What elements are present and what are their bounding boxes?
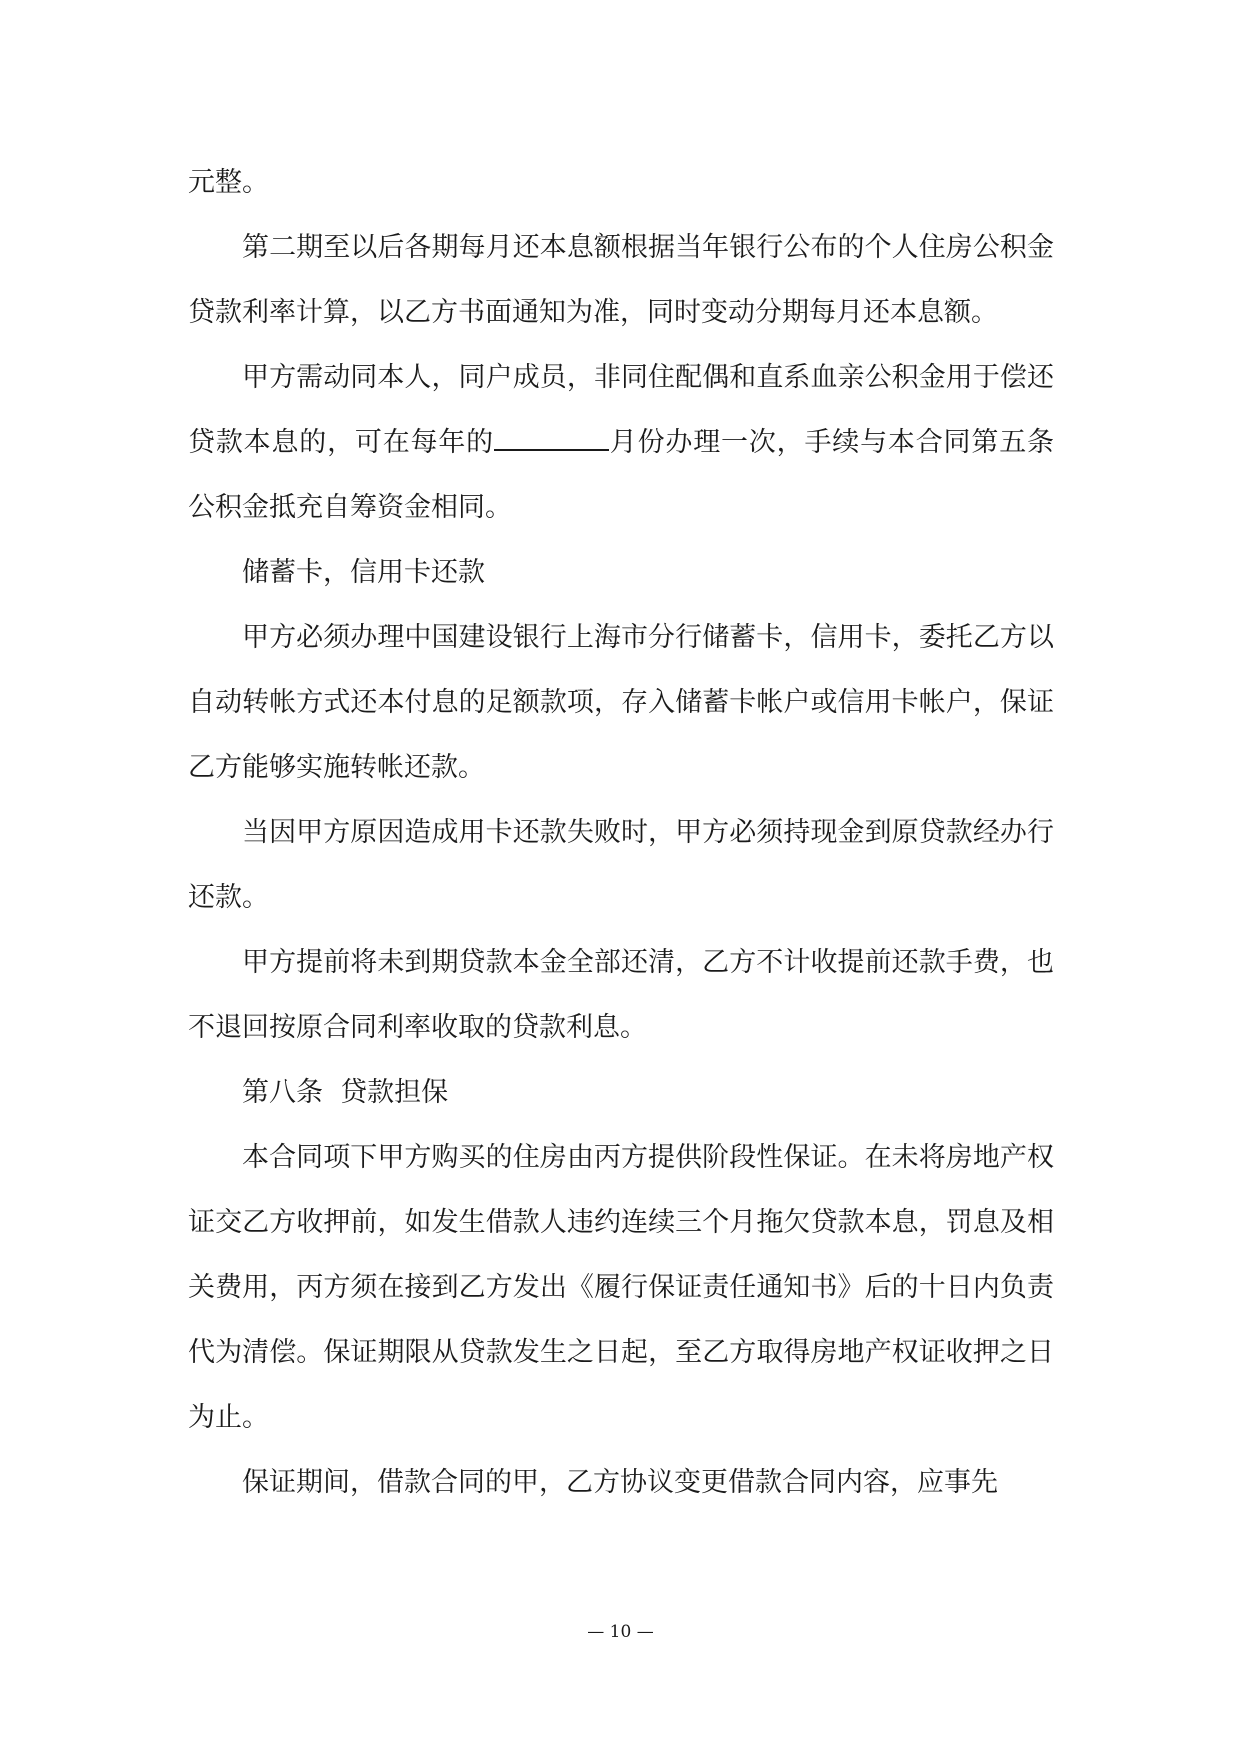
paragraph-guarantee-period: 保证期间，借款合同的甲，乙方协议变更借款合同内容，应事先 [242, 1467, 998, 1498]
paragraph-monthly-repayment: 第二期至以后各期每月还本息额根据当年银行公布的个人住房公积金贷款利率计算，以乙方书面通知为准，同时变动分期每月还本息额。 [188, 232, 1054, 328]
page-number: — 10 — [587, 1622, 654, 1642]
paragraph-provident-fund [188, 345, 1054, 540]
heading-card-repayment: 储蓄卡，信用卡还款 [242, 557, 485, 588]
paragraph-early-repayment: 甲方提前将未到期贷款本金全部还清，乙方不计收提前还款手费，也不退回按原合同利率收取的贷款利息。 [188, 947, 1054, 1043]
paragraph-guarantee: 本合同项下甲方购买的住房由丙方提供阶段性保证。在未将房地产权证交乙方收押前，如发生借款人违约连续三个月拖欠贷款本息，罚息及相关费用，丙方须在接到乙方发出《履行保证责任通知书》后的十日内负责代为清偿。保证期限从贷款发生之日起，至乙方取得房地产权证收押之日为止。 [188, 1142, 1054, 1433]
paragraph-card-requirement: 甲方必须办理中国建设银行上海市分行储蓄卡，信用卡，委托乙方以自动转帐方式还本付息的足额款项，存入储蓄卡帐户或信用卡帐户，保证乙方能够实施转帐还款。 [188, 622, 1054, 783]
paragraph-provident-fund-text-before: 甲方需动同本人，同户成员，非同住配偶和直系血亲公积金用于偿还贷款本息的，可在每年的 [188, 362, 1054, 458]
heading-article-eight: 第八条 贷款担保 [242, 1077, 449, 1108]
paragraph-card-failure: 当因甲方原因造成用卡还款失败时，甲方必须持现金到原贷款经办行还款。 [188, 817, 1054, 913]
paragraph-continuation: 元整。 [188, 167, 269, 198]
month-blank-field [494, 425, 609, 451]
paragraph-provident-fund-text-after: 月份办理一次，手续与本合同第五条公积金抵充自筹资金相同。 [188, 427, 1055, 523]
document-body [188, 150, 1054, 1515]
